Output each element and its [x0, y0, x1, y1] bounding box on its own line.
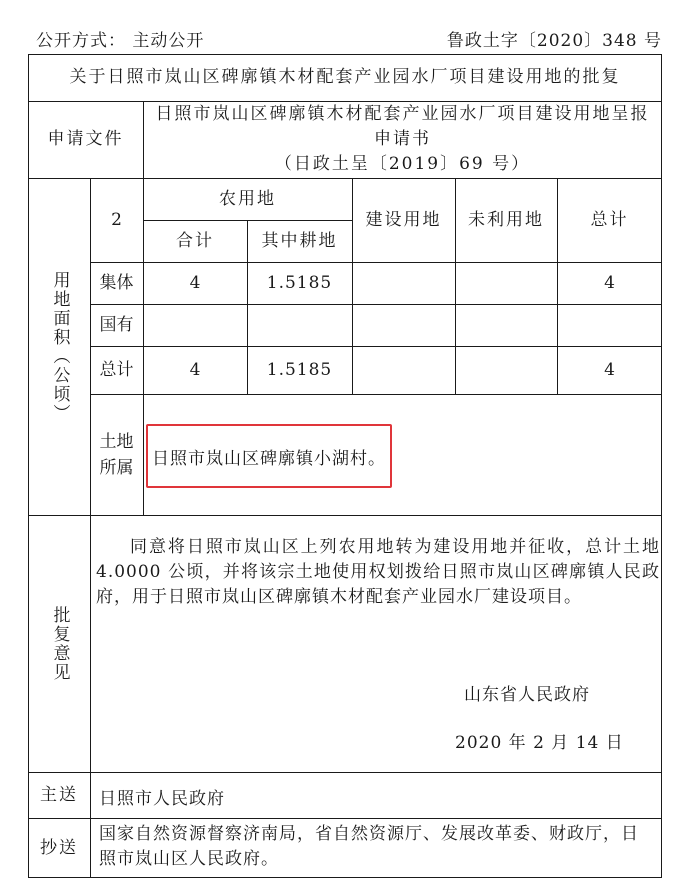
cell-unused: [455, 346, 557, 394]
cc-label: 抄送: [40, 837, 78, 858]
issue-date: 2020 年 2 月 14 日: [455, 733, 624, 753]
application-text-line1: 日照市岚山区碑廓镇木材配套产业园水厂项目建设用地呈报: [155, 104, 650, 124]
application-document: [143, 101, 662, 178]
col-cultivated: 其中耕地: [261, 230, 338, 251]
disclosure-method: 公开方式： 主动公开: [36, 31, 205, 51]
rule-area-bottom: [28, 515, 662, 516]
cell-cultivated: [247, 304, 352, 346]
main-recipient-label: 主送: [40, 784, 78, 805]
cell-grand-total: [557, 304, 662, 346]
application-label: 申请文件: [47, 129, 124, 150]
rule-row3-bottom: [90, 394, 662, 395]
highlight-box: [146, 424, 392, 488]
cell-construction: [352, 262, 455, 304]
cell-unused: [455, 304, 557, 346]
cell-construction: [352, 346, 455, 394]
ownership-label: [90, 394, 143, 515]
rule-opinion-bottom: [28, 772, 662, 773]
cell-cultivated: 1.5185: [266, 272, 333, 293]
application-text-line2: 申请书: [374, 129, 431, 149]
land-area-label-cell: [28, 178, 90, 515]
ownership-label-line1: 土地: [99, 431, 134, 452]
cell-farmland-total: 4: [189, 359, 201, 380]
cc-value: [99, 822, 639, 872]
col-grand-total: 总计: [590, 209, 629, 230]
rule-cc-label: [90, 818, 91, 878]
row-label-collective: 集体: [99, 272, 134, 293]
main-recipient-value: 日照市人民政府: [99, 789, 225, 809]
cell-farmland-total: 4: [189, 272, 201, 293]
document-title: 关于日照市岚山区碑廓镇木材配套产业园水厂项目建设用地的批复: [69, 67, 621, 88]
cell-cultivated: 1.5185: [266, 359, 333, 380]
document-number: 鲁政土字〔2020〕348 号: [446, 31, 662, 51]
cell-grand-total: 4: [604, 359, 615, 380]
issuer: 山东省人民政府: [464, 685, 590, 705]
col-unused: 未利用地: [468, 209, 544, 230]
ownership-value: 日照市岚山区碑廓镇小湖村。: [152, 449, 386, 469]
ownership-label-line2: 所属: [99, 457, 134, 478]
cell-farmland-total: [143, 304, 247, 346]
cc-value-line2: 照市岚山区人民政府。: [99, 849, 279, 869]
col-farmland: 农用地: [219, 188, 276, 209]
col-construction: 建设用地: [365, 209, 442, 230]
rule-opinion-label: [90, 515, 91, 818]
corner-value: 2: [111, 209, 122, 230]
col-farmland-total: 合计: [176, 230, 214, 251]
application-text-line3: （日政土呈〔2019〕69 号）: [274, 154, 531, 174]
cc-value-line1: 国家自然资源督察济南局，省自然资源厅、发展改革委、财政厅，日: [99, 824, 639, 844]
rule-recipient-bottom: [28, 818, 662, 819]
cell-construction: [352, 304, 455, 346]
cell-unused: [455, 262, 557, 304]
cell-grand-total: 4: [604, 272, 615, 293]
row-label-total: 总计: [99, 359, 134, 380]
land-area-label: 用地面积（公顷）: [49, 270, 70, 423]
opinion-label: 批复意见: [49, 605, 70, 682]
opinion-text: 同意将日照市岚山区上列农用地转为建设用地并征收，总计土地 4.0000 公顷，并将该宗土地使用权划拨给日照市岚山区碑廓镇人民政府，用于日照市岚山区碑廓镇木材配套产业园水厂建设项目。: [96, 537, 660, 607]
row-label-state: 国有: [99, 314, 134, 335]
header: [36, 26, 662, 50]
opinion-label-cell: [28, 515, 90, 772]
